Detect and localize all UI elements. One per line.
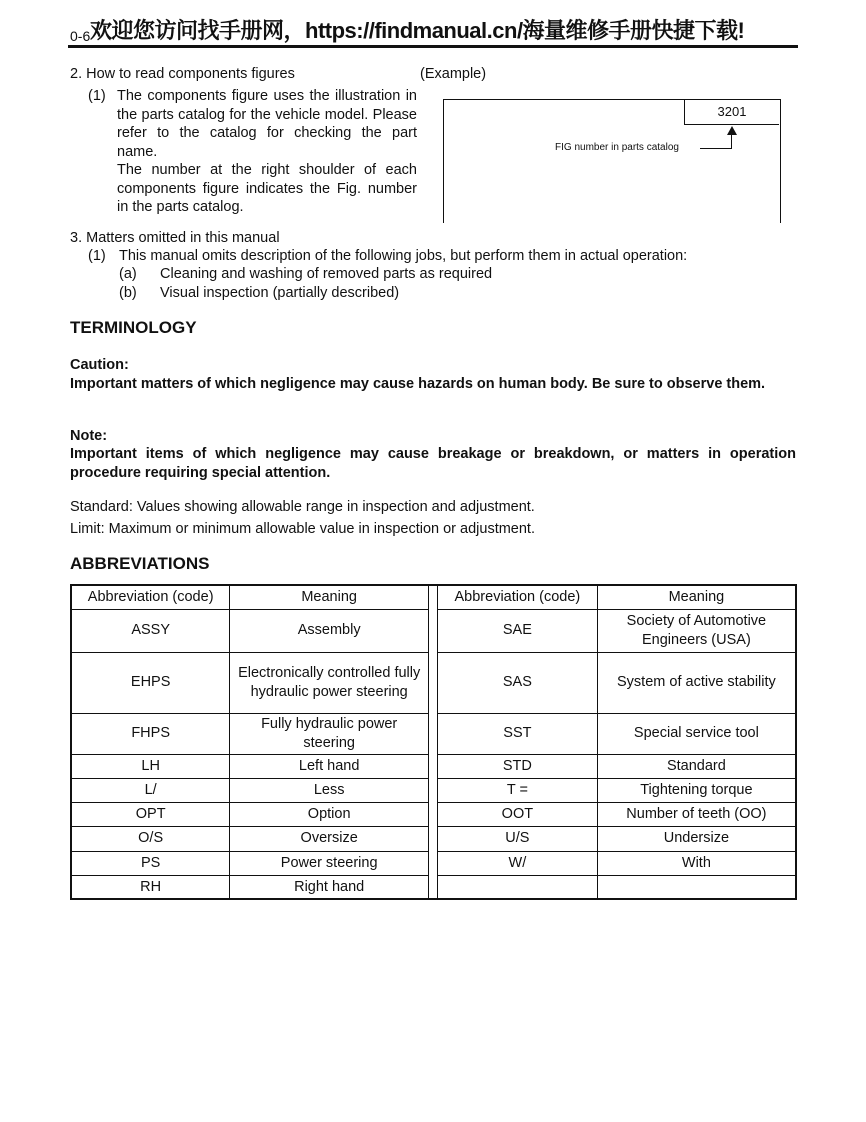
abbreviation-cell: RH (71, 875, 230, 899)
table-row (71, 754, 796, 778)
sub-item-key: (a) (119, 266, 137, 282)
page-number: 0-6 (70, 28, 91, 44)
sub-item-text: Visual inspection (partially described) (160, 285, 400, 301)
meaning-cell: Special service tool (597, 713, 796, 754)
meaning-cell: Electronically controlled fully hydraulic power steering (230, 652, 429, 713)
table-row (71, 713, 796, 754)
abbreviation-cell: SAE (437, 609, 597, 652)
leader-line (700, 148, 732, 149)
meaning-cell: Number of teeth (OO) (597, 802, 796, 826)
abbreviation-cell: SST (437, 713, 597, 754)
standard-definition: Standard: Values showing allowable range in inspection and adjustment. (70, 499, 535, 515)
item-number: (1) (88, 248, 106, 264)
arrow-up-icon (727, 126, 737, 135)
fig-number-label: FIG number in parts catalog (555, 142, 679, 153)
table-row (71, 609, 796, 652)
abbreviation-cell: SAS (437, 652, 597, 713)
meaning-cell: System of active stability (597, 652, 796, 713)
note-text: Important items of which negligence may cause breakage or breakdown, or matters in operation procedure requiring special attention. (70, 446, 796, 481)
header-meaning: Meaning (597, 585, 796, 609)
column-divider (429, 754, 438, 778)
table-row (71, 652, 796, 713)
abbreviation-cell: OPT (71, 802, 230, 826)
table-header-row (71, 585, 796, 609)
column-divider (429, 652, 438, 713)
note-label: Note: (70, 428, 108, 444)
terminology-heading: TERMINOLOGY (70, 318, 197, 337)
meaning-cell: Society of Automotive Engineers (USA) (597, 609, 796, 652)
meaning-cell: Right hand (230, 875, 429, 899)
section-3-title: 3. Matters omitted in this manual (70, 230, 280, 246)
column-divider (429, 851, 438, 875)
column-divider (429, 875, 438, 899)
abbreviation-cell: LH (71, 754, 230, 778)
meaning-cell: Option (230, 802, 429, 826)
column-divider (429, 585, 438, 609)
abbreviation-cell: STD (437, 754, 597, 778)
meaning-cell (597, 875, 796, 899)
abbreviation-cell: L/ (71, 778, 230, 802)
item-number: (1) (88, 88, 106, 104)
meaning-cell: Undersize (597, 826, 796, 851)
site-banner[interactable]: 欢迎您访问找手册网，https://findmanual.cn/海量维修手册快捷下载! (90, 18, 745, 43)
table-row (71, 851, 796, 875)
abbreviations-table (70, 584, 797, 900)
abbreviations-heading: ABBREVIATIONS (70, 554, 210, 573)
table-row (71, 826, 796, 851)
abbreviation-cell: O/S (71, 826, 230, 851)
abbreviation-cell: PS (71, 851, 230, 875)
omitted-jobs-text: This manual omits description of the following jobs, but perform them in actual operation: (119, 248, 688, 264)
fig-number: 3201 (684, 100, 779, 125)
column-divider (429, 826, 438, 851)
column-divider (429, 802, 438, 826)
header-rule (68, 45, 798, 48)
table-row (71, 802, 796, 826)
meaning-cell: Assembly (230, 609, 429, 652)
header-abbreviation: Abbreviation (code) (437, 585, 597, 609)
header-meaning: Meaning (230, 585, 429, 609)
abbreviation-cell (437, 875, 597, 899)
sub-item-key: (b) (119, 285, 137, 301)
meaning-cell: Power steering (230, 851, 429, 875)
meaning-cell: Standard (597, 754, 796, 778)
example-label: (Example) (420, 66, 487, 82)
fig-number-paragraph: The number at the right shoulder of each components figure indicates the Fig. number in the parts catalog. (117, 162, 417, 215)
meaning-cell: With (597, 851, 796, 875)
abbreviation-cell: W/ (437, 851, 597, 875)
abbreviation-cell: T = (437, 778, 597, 802)
meaning-cell: Less (230, 778, 429, 802)
sub-item-text: Cleaning and washing of removed parts as required (160, 266, 493, 282)
abbreviation-cell: U/S (437, 826, 597, 851)
abbreviation-cell: FHPS (71, 713, 230, 754)
column-divider (429, 713, 438, 754)
abbreviation-cell: EHPS (71, 652, 230, 713)
limit-definition: Limit: Maximum or minimum allowable value in inspection or adjustment. (70, 521, 535, 537)
caution-text: Important matters of which negligence may cause hazards on human body. Be sure to observe them. (70, 376, 766, 392)
column-divider (429, 778, 438, 802)
caution-label: Caution: (70, 357, 129, 373)
section-2-title: 2. How to read components figures (70, 66, 295, 82)
table-row (71, 778, 796, 802)
meaning-cell: Oversize (230, 826, 429, 851)
components-paragraph: The components figure uses the illustration in the parts catalog for the vehicle model. Please refer to the catalog for checking the part name. (117, 88, 417, 160)
meaning-cell: Tightening torque (597, 778, 796, 802)
arrow-shaft (731, 133, 732, 148)
abbreviation-cell: OOT (437, 802, 597, 826)
header-abbreviation: Abbreviation (code) (71, 585, 230, 609)
abbreviation-cell: ASSY (71, 609, 230, 652)
table-row (71, 875, 796, 899)
meaning-cell: Left hand (230, 754, 429, 778)
column-divider (429, 609, 438, 652)
meaning-cell: Fully hydraulic power steering (230, 713, 429, 754)
